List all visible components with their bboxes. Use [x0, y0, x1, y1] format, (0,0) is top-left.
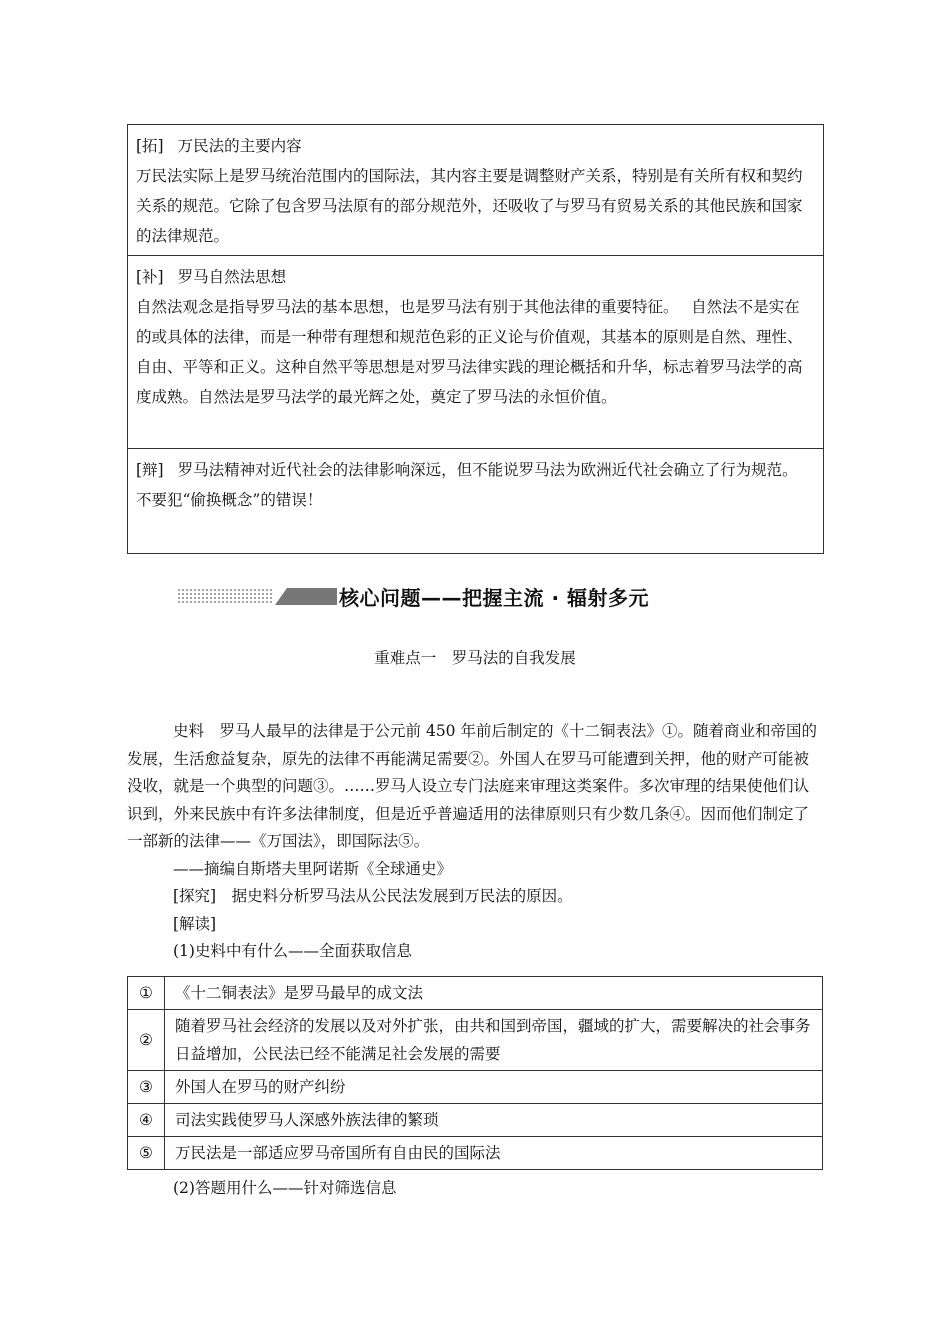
box-body: 万民法实际上是罗马统治范围内的国际法，其内容主要是调整财产关系，特别是有关所有权和契约关系的规范。它除了包含罗马法原有的部分规范外，还吸收了与罗马有贸易关系的其他民族和国家的法律规范。 [136, 167, 803, 245]
row-text: 司法实践使罗马人深感外族法律的繁琐 [165, 1104, 823, 1137]
supplement-boxes [127, 124, 824, 554]
box-tag: [拓] [136, 137, 164, 155]
banner-bar [275, 588, 337, 605]
row-text: 《十二铜表法》是罗马最早的成文法 [165, 977, 823, 1010]
box-body: 自然法观念是指导罗马法的基本思想，也是罗马法有别于其他法律的重要特征。 自然法不是实在的或具体的法律，而是一种带有理想和规范色彩的正义论与价值观，其基本的原则是自然、理性、自由、平等和正义。这种自然平等思想是对罗马法律实践的理论概括和升华，标志着罗马法学的高度成熟。自然法是罗马法学的最光辉之处，奠定了罗马法的永恒价值。 [136, 298, 803, 406]
explore-tag: [探究] [173, 887, 217, 905]
table-row [128, 1071, 823, 1104]
table-row [128, 1010, 823, 1071]
box-title: 罗马自然法思想 [177, 268, 287, 286]
material-label: 史料 [173, 722, 205, 740]
row-text: 万民法是一部适应罗马帝国所有自由民的国际法 [165, 1137, 823, 1170]
question-2: (2)答题用什么——针对筛选信息 [173, 1179, 397, 1197]
box-note: 不要犯“偷换概念”的错误！ [136, 491, 323, 509]
explore-line [127, 883, 822, 911]
banner-title: 核心问题——把握主流 · 辐射多元 [339, 586, 650, 610]
material-text: 罗马人最早的法律是于公元前 450 年前后制定的《十二铜表法》①。随着商业和帝国的发展，生活愈益复杂，原先的法律不再能满足需要②。外国人在罗马可能遭到关押，他的财产可能被没收，就是一个典型的问题③。……罗马人设立专门法庭来审理这类案件。多次审理的结果使他们认识到，外来民族中有许多法律制度，但是近乎普遍适用的法律原则只有少数几条④。因而他们制定了一部新的法律——《万国法》，即国际法⑤。 [127, 722, 817, 850]
row-text: 随着罗马社会经济的发展以及对外扩张，由共和国到帝国，疆域的扩大，需要解决的社会事务日益增加，公民法已经不能满足社会发展的需要 [165, 1010, 823, 1071]
explore-text: 据史料分析罗马法从公民法发展到万民法的原因。 [231, 887, 573, 905]
section-banner [177, 584, 697, 610]
box-bu [128, 256, 823, 449]
banner-dots [177, 588, 273, 605]
row-number: ③ [128, 1071, 165, 1104]
box-bian [128, 449, 823, 553]
row-number: ⑤ [128, 1137, 165, 1170]
section-subtitle: 重难点一 罗马法的自我发展 [374, 649, 576, 667]
table-row [128, 1137, 823, 1170]
material-source: ——摘编自斯塔夫里阿诺斯《全球通史》 [173, 859, 453, 878]
box-tag: [辩] [136, 461, 164, 479]
box-body: 罗马法精神对近代社会的法律影响深远，但不能说罗马法为欧洲近代社会确立了行为规范。 [177, 461, 798, 479]
box-tag: [补] [136, 268, 164, 286]
info-table [127, 976, 823, 1170]
row-number: ④ [128, 1104, 165, 1137]
historical-material [127, 718, 822, 966]
box-tuo [128, 125, 823, 256]
box-title: 万民法的主要内容 [177, 137, 302, 155]
row-number: ② [128, 1010, 165, 1071]
row-text: 外国人在罗马的财产纠纷 [165, 1071, 823, 1104]
row-number: ① [128, 977, 165, 1010]
question-1: (1)史料中有什么——全面获取信息 [173, 942, 412, 960]
read-tag: [解读] [173, 914, 217, 933]
table-row [128, 977, 823, 1010]
table-row [128, 1104, 823, 1137]
material-paragraph [127, 718, 822, 856]
